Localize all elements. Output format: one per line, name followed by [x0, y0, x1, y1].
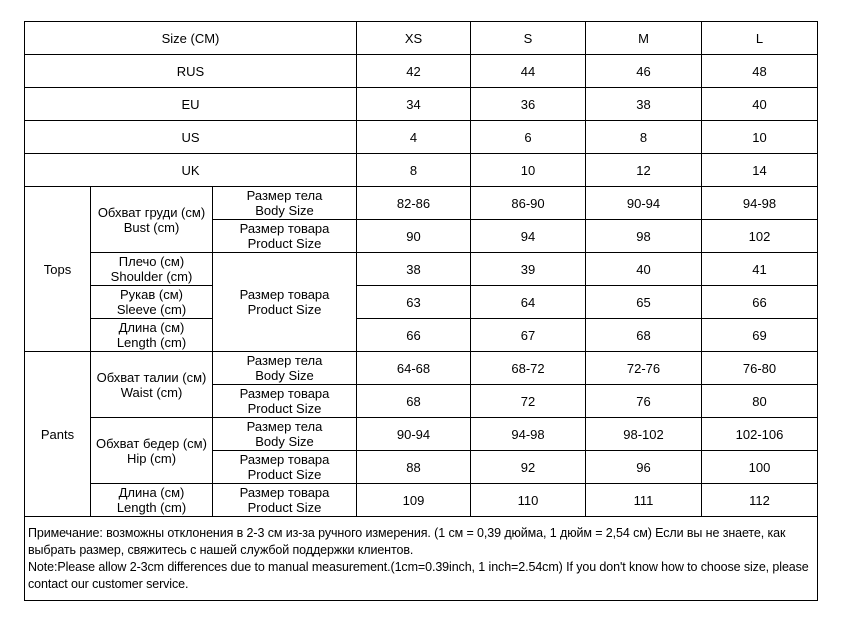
table-cell: 68-72	[471, 352, 586, 385]
body-size-label-ru: Размер тела	[246, 353, 323, 368]
table-cell: 10	[702, 121, 818, 154]
table-cell: 94-98	[471, 418, 586, 451]
table-cell: 98	[586, 220, 702, 253]
table-cell: 76	[586, 385, 702, 418]
table-cell: 34	[357, 88, 471, 121]
table-cell: 42	[357, 55, 471, 88]
table-cell: 90-94	[357, 418, 471, 451]
tops-length-label-ru: Длина (см)	[118, 320, 185, 335]
hip-label-ru: Обхват бедер (см)	[96, 435, 207, 451]
table-cell: 90-94	[586, 187, 702, 220]
table-cell: 102-106	[702, 418, 818, 451]
row-label-uk: UK	[25, 154, 357, 187]
tops-length-label-en: Length (cm)	[116, 335, 187, 350]
product-size-label	[213, 253, 357, 352]
shoulder-label-ru: Плечо (см)	[118, 254, 185, 269]
table-cell: 64-68	[357, 352, 471, 385]
table-cell: 76-80	[702, 352, 818, 385]
waist-label-en: Waist (cm)	[120, 384, 183, 400]
table-cell: 48	[702, 55, 818, 88]
table-row	[25, 88, 818, 121]
product-size-label-en: Product Size	[247, 302, 322, 317]
waist-label-ru: Обхват талии (см)	[96, 369, 207, 385]
table-cell: 96	[586, 451, 702, 484]
note-ru: Примечание: возможны отклонения в 2-3 см из-за ручного измерения. (1 см = 0,39 дюйма, 1 дюйм = 2,54 см) Если вы не знаете, как выбрать размер, свяжитесь с нашей службой поддержки клиентов.	[28, 525, 786, 557]
table-cell: 14	[702, 154, 818, 187]
table-row	[25, 253, 818, 286]
shoulder-label	[91, 253, 213, 286]
table-cell: 80	[702, 385, 818, 418]
product-size-label	[213, 484, 357, 517]
table-cell: 94	[471, 220, 586, 253]
table-cell: 40	[586, 253, 702, 286]
table-cell: 100	[702, 451, 818, 484]
product-size-label	[213, 220, 357, 253]
table-cell: 36	[471, 88, 586, 121]
table-cell: 10	[471, 154, 586, 187]
table-cell: 63	[357, 286, 471, 319]
table-row	[25, 154, 818, 187]
table-cell: 12	[586, 154, 702, 187]
bust-label	[91, 187, 213, 253]
product-size-label-en: Product Size	[247, 500, 322, 515]
table-cell: 69	[702, 319, 818, 352]
size-header-l: L	[702, 22, 818, 55]
table-row	[25, 418, 818, 451]
table-cell: 44	[471, 55, 586, 88]
size-chart-table	[24, 21, 818, 601]
hip-label-en: Hip (cm)	[126, 450, 177, 466]
bust-label-en: Bust (cm)	[123, 219, 180, 235]
table-row	[25, 55, 818, 88]
table-cell: 6	[471, 121, 586, 154]
table-cell: 38	[357, 253, 471, 286]
product-size-label	[213, 451, 357, 484]
body-size-label	[213, 418, 357, 451]
product-size-label-en: Product Size	[247, 467, 322, 482]
pants-length-label	[91, 484, 213, 517]
table-cell: 8	[357, 154, 471, 187]
table-cell: 65	[586, 286, 702, 319]
row-label-eu: EU	[25, 88, 357, 121]
row-label-rus: RUS	[25, 55, 357, 88]
table-cell: 67	[471, 319, 586, 352]
table-cell: 66	[702, 286, 818, 319]
body-size-label-en: Body Size	[255, 203, 314, 218]
table-cell: 4	[357, 121, 471, 154]
table-cell: 72-76	[586, 352, 702, 385]
table-cell: 110	[471, 484, 586, 517]
table-row	[25, 187, 818, 220]
sleeve-label-en: Sleeve (cm)	[116, 302, 187, 317]
table-cell: 46	[586, 55, 702, 88]
body-size-label-en: Body Size	[255, 434, 314, 449]
table-cell: 38	[586, 88, 702, 121]
sleeve-label	[91, 286, 213, 319]
sleeve-label-ru: Рукав (см)	[120, 287, 183, 302]
measurement-note	[25, 517, 818, 601]
table-header-row	[25, 22, 818, 55]
size-header-m: M	[586, 22, 702, 55]
note-row	[25, 517, 818, 601]
table-cell: 40	[702, 88, 818, 121]
table-cell: 86-90	[471, 187, 586, 220]
table-cell: 72	[471, 385, 586, 418]
table-cell: 82-86	[357, 187, 471, 220]
tops-section-label: Tops	[25, 187, 91, 352]
table-cell: 109	[357, 484, 471, 517]
size-header-xs: XS	[357, 22, 471, 55]
table-cell: 98-102	[586, 418, 702, 451]
table-cell: 68	[357, 385, 471, 418]
size-cm-header: Size (CM)	[25, 22, 357, 55]
body-size-label	[213, 187, 357, 220]
body-size-label-ru: Размер тела	[246, 419, 323, 434]
product-size-label-ru: Размер товара	[239, 452, 330, 467]
product-size-label-en: Product Size	[247, 401, 322, 416]
bust-label-ru: Обхват груди (см)	[97, 204, 206, 220]
table-cell: 8	[586, 121, 702, 154]
table-cell: 39	[471, 253, 586, 286]
table-row	[25, 352, 818, 385]
body-size-label-ru: Размер тела	[246, 188, 323, 203]
table-row	[25, 484, 818, 517]
table-cell: 41	[702, 253, 818, 286]
product-size-label-ru: Размер товара	[239, 386, 330, 401]
body-size-label	[213, 352, 357, 385]
table-row	[25, 319, 818, 352]
table-cell: 92	[471, 451, 586, 484]
tops-length-label	[91, 319, 213, 352]
pants-length-label-en: Length (cm)	[116, 500, 187, 515]
row-label-us: US	[25, 121, 357, 154]
waist-label	[91, 352, 213, 418]
note-en: Note:Please allow 2-3cm differences due to manual measurement.(1cm=0.39inch, 1 inch=2.54cm) If you don't know how to choose size, please contact our customer service.	[28, 559, 809, 591]
product-size-label-ru: Размер товара	[239, 485, 330, 500]
table-cell: 68	[586, 319, 702, 352]
table-cell: 94-98	[702, 187, 818, 220]
table-cell: 102	[702, 220, 818, 253]
table-cell: 90	[357, 220, 471, 253]
table-cell: 64	[471, 286, 586, 319]
product-size-label-ru: Размер товара	[239, 287, 330, 302]
table-row	[25, 121, 818, 154]
table-cell: 66	[357, 319, 471, 352]
pants-section-label: Pants	[25, 352, 91, 517]
table-cell: 88	[357, 451, 471, 484]
product-size-label-en: Product Size	[247, 236, 322, 251]
product-size-label-ru: Размер товара	[239, 221, 330, 236]
product-size-label	[213, 385, 357, 418]
body-size-label-en: Body Size	[255, 368, 314, 383]
pants-length-label-ru: Длина (см)	[118, 485, 185, 500]
table-cell: 111	[586, 484, 702, 517]
size-header-s: S	[471, 22, 586, 55]
hip-label	[91, 418, 213, 484]
shoulder-label-en: Shoulder (cm)	[110, 269, 193, 284]
table-row	[25, 286, 818, 319]
table-cell: 112	[702, 484, 818, 517]
